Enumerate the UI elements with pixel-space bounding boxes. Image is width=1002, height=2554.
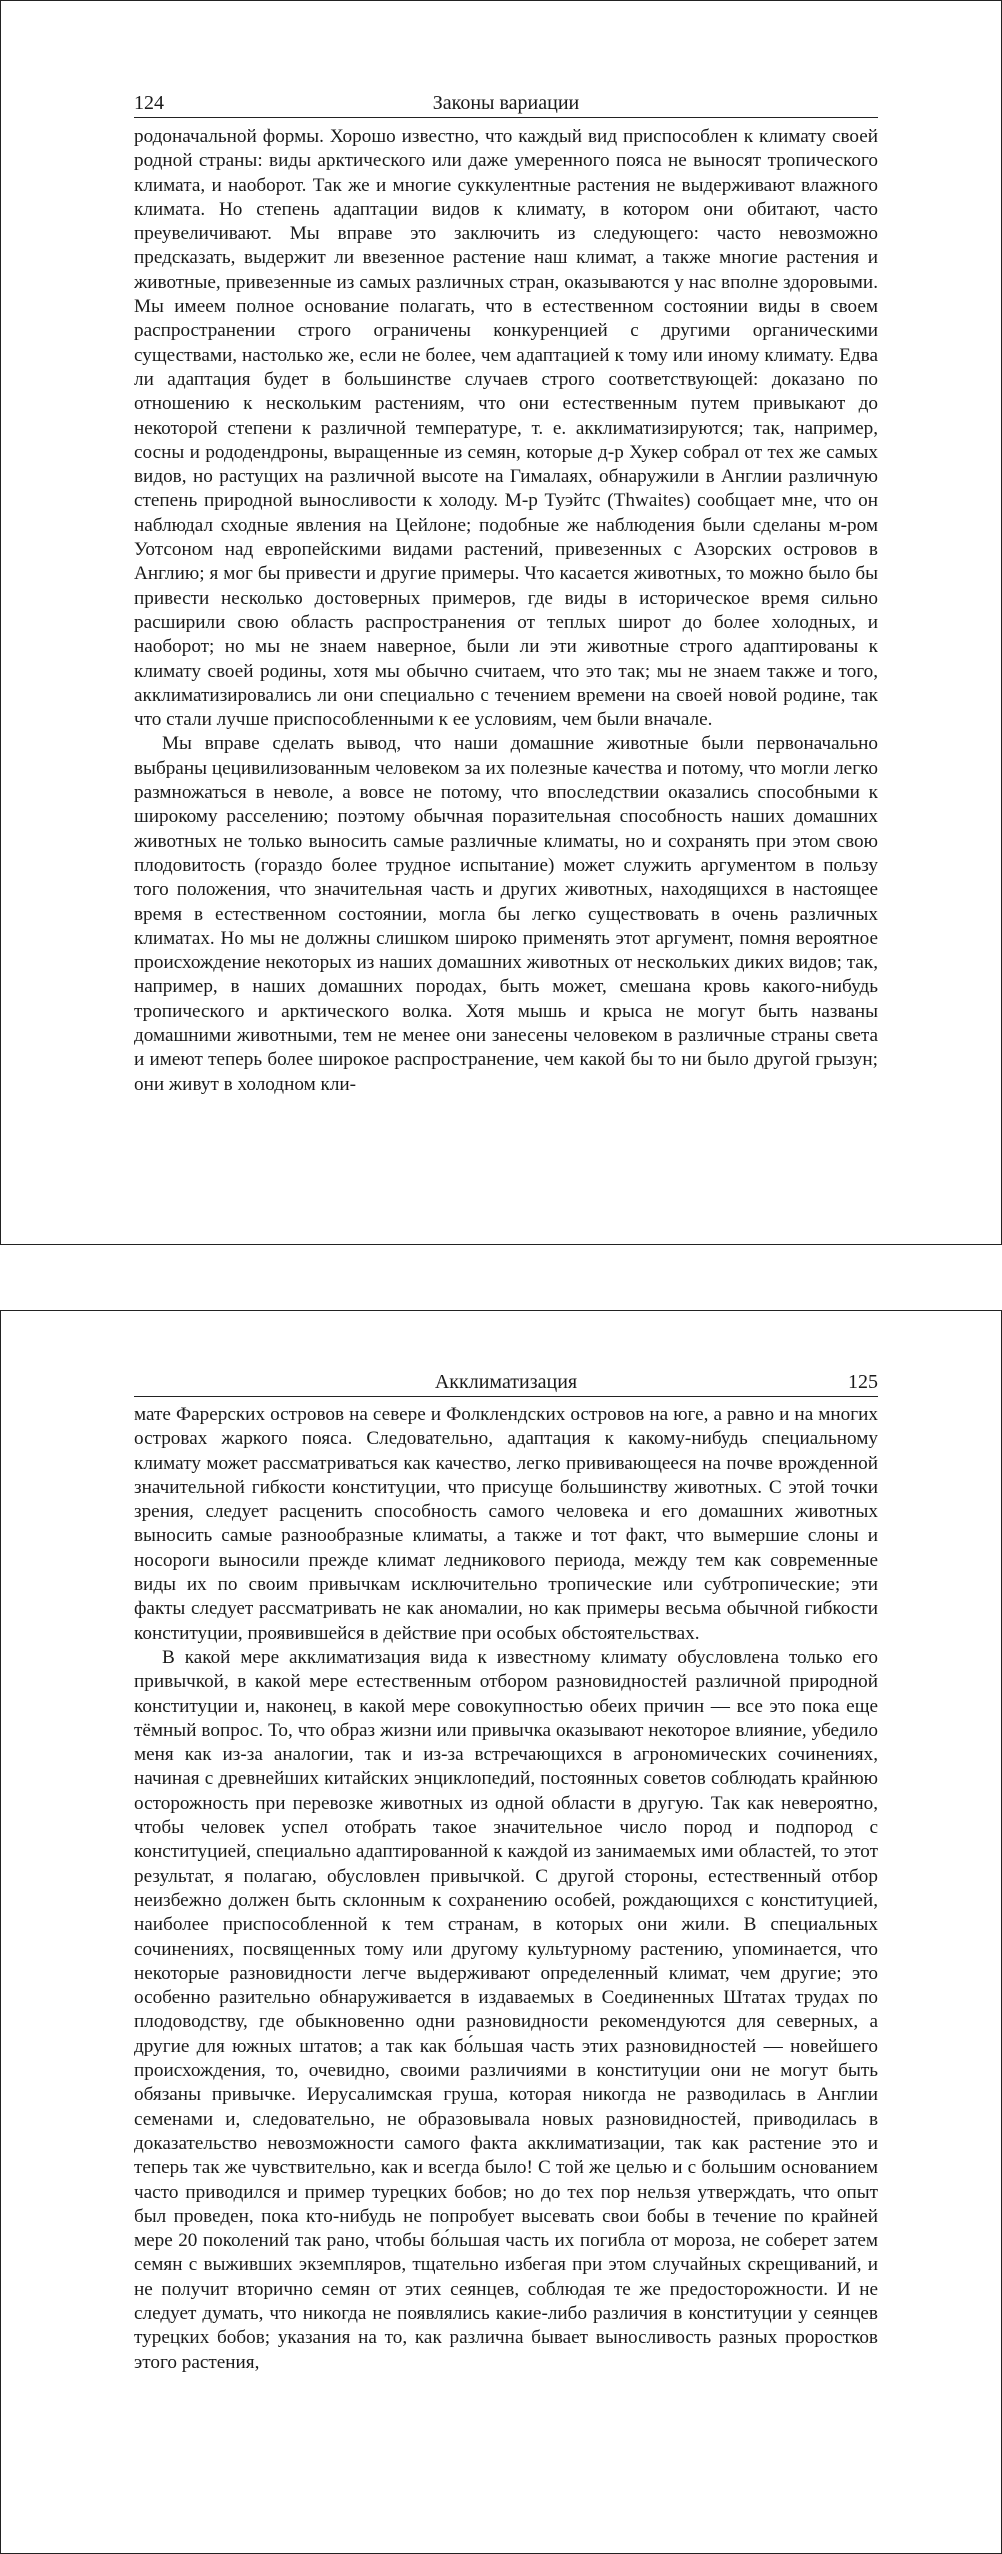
paragraph: родоначальной формы. Хорошо известно, что каждый вид приспособлен к климату своей родной страны: виды арктического или даже умеренного пояса не выносят тропического климата, и наоборот. Так же и многие суккулентные растения не выдерживают влажного климата. Но степень адаптации видов к климату, в котором они обитают, часто преувеличивают. Мы вправе это заключить из следующего: часто невозможно предсказать, выдержит ли ввезенное растение наш климат, а также многие растения и животные, привезенные из самых различных стран, оказываются у нас вполне здоровыми. Мы имеем полное основание полагать, что в естественном состоянии виды в своем распространении строго ограничены конкуренцией с другими органическими существами, настолько же, если не более, чем адаптацией к тому или иному климату. Едва ли адаптация будет в большинстве случаев строго соответствующей: доказано по отношению к нескольким растениям, что они естественным путем привыкают до некоторой степени к различной температуре, т. е. акклиматизируются; так, например, сосны и рододендроны, выращенные из семян, которые д-р Хукер собрал от тех же самых видов, но растущих на различной высоте на Гималаях, обнаружили в Англии различную степень природной выносливости к холоду. М-р Туэйтс (Thwaites) сообщает мне, что он наблюдал сходные явления на Цейлоне; подобные же наблюдения были сделаны м-ром Уотсоном над европейскими видами растений, привезенных с Азорских островов в Англию; я мог бы привести и другие примеры. Что касается животных, то можно было бы привести несколько достоверных примеров, где виды в историческое время сильно расширили свою область распространения от теплых широт до более холодных, и наоборот; но мы не знаем наверное, были ли эти животные строго адаптированы к климату своей родины, хотя мы обычно считаем, что это так; мы не знаем также и того, акклиматизировались ли они специально с течением времени на своей новой родине, так что стали лучше приспособленными к ее условиям, чем были вначале.	[134, 126, 878, 731]
book-page-124	[0, 0, 1002, 1245]
paragraph: Мы вправе сделать вывод, что наши домашние животные были первоначально выбраны цецивилизованным человеком за их полезные качества и потому, что могли легко размножаться в неволе, а вовсе не потому, что впоследствии оказались способными к широкому расселению; поэтому обычная поразительная способность наших домашних животных не только выносить самые различные климаты, но и сохранять при этом свою плодовитость (гораздо более трудное испытание) может служить аргументом в пользу того положения, что значительная часть и других животных, находящихся в настоящее время в естественном состоянии, могла бы легко существовать в очень различных климатах. Но мы не должны слишком широко применять этот аргумент, помня вероятное происхождение некоторых из наших домашних животных от нескольких диких видов; так, например, в наших домашних породах, быть может, смешана кровь какого-нибудь тропического и арктического волка. Хотя мышь и крыса не могут быть названы домашними животными, тем не менее они занесены человеком в различные страны света и имеют теперь более широкое распространение, чем какой бы то ни было другой грызун; они живут в холодном кли-	[134, 733, 878, 1095]
page-body	[134, 1403, 878, 2375]
page-number: 124	[134, 92, 164, 114]
running-header	[134, 1368, 878, 1397]
book-page-125	[0, 1310, 1002, 2554]
page-body	[134, 125, 878, 1097]
page-gap	[0, 1245, 1002, 1310]
running-title: Законы вариации	[432, 92, 580, 114]
page-number: 125	[848, 1371, 878, 1393]
running-header	[134, 89, 878, 118]
paragraph: В какой мере акклиматизация вида к известному климату обусловлена только его привычкой, в какой мере естественным отбором разновидностей различной природной конституции и, наконец, в какой мере совокупностью обеих причин — все это пока еще тёмный вопрос. То, что образ жизни или привычка оказывают некоторое влияние, убедило меня как из-за аналогии, так и из-за встречающихся в агрономических сочинениях, начиная с древнейших китайских энциклопедий, постоянных советов соблюдать крайнюю осторожность при перевозке животных из одной области в другую. Так как невероятно, чтобы человек успел отобрать такое значительное число пород и подпород с конституцией, специально адаптированной к каждой из занимаемых ими областей, то этот результат, я полагаю, обусловлен привычкой. С другой стороны, естественный отбор неизбежно должен быть склонным к сохранению особей, рождающихся с конституцией, наиболее приспособленной к тем странам, в которых они жили. В специальных сочинениях, посвященных тому или другому культурному растению, упоминается, что некоторые разновидности легче выдерживают определенный климат, чем другие; это особенно разительно обнаруживается в издаваемых в Соединенных Штатах трудах по плодоводству, где обыкновенно одни разновидности рекомендуются для северных, а другие для южных штатов; а так как бо́льшая часть этих разновидностей — новейшего происхождения, то, очевидно, своими различиями в конституции они не могут быть обязаны привычке. Иерусалимская груша, которая никогда не разводилась в Англии семенами и, следовательно, не образовывала новых разновидностей, приводилась в доказательство невозможности самого факта акклиматизации, так как растение это и теперь так же чувствительно, как и всегда было! С той же целью и с большим основанием часто приводился и пример турецких бобов; но до тех пор нельзя утверждать, что опыт был проведен, пока кто-нибудь не попробует высевать свои бобы в течение по крайней мере 20 поколений так рано, чтобы бо́льшая часть их погибла от мороза, не соберет затем семян с выживших экземпляров, тщательно избегая при этом случайных скрещиваний, и не получит вторично семян от этих сеянцев, соблюдая те же предосторожности. И не следует думать, что никогда не появлялись какие-либо различия в конституции у сеянцев турецких бобов; указания на то, как различна бывает выносливость разных проростков этого растения,	[134, 1646, 878, 2373]
paragraph: мате Фарерских островов на севере и Фолклендских островов на юге, а равно и на многих островах жаркого пояса. Следовательно, адаптация к какому-нибудь специальному климату может рассматриваться как качество, легко прививающееся на почве врожденной значительной гибкости конституции, что присуще большинству животных. С этой точки зрения, следует расценить способность самого человека и его домашних животных выносить самые разнообразные климаты, а также и тот факт, что вымершие слоны и носороги выносили прежде климат ледникового периода, между тем как современные виды их по своим привычкам исключительно тропические или субтропические; эти факты следует рассматривать не как аномалии, но как примеры весьма обычной гибкости конституции, проявившейся в действие при особых обстоятельствах.	[134, 1404, 878, 1644]
running-title: Акклиматизация	[434, 1371, 578, 1393]
